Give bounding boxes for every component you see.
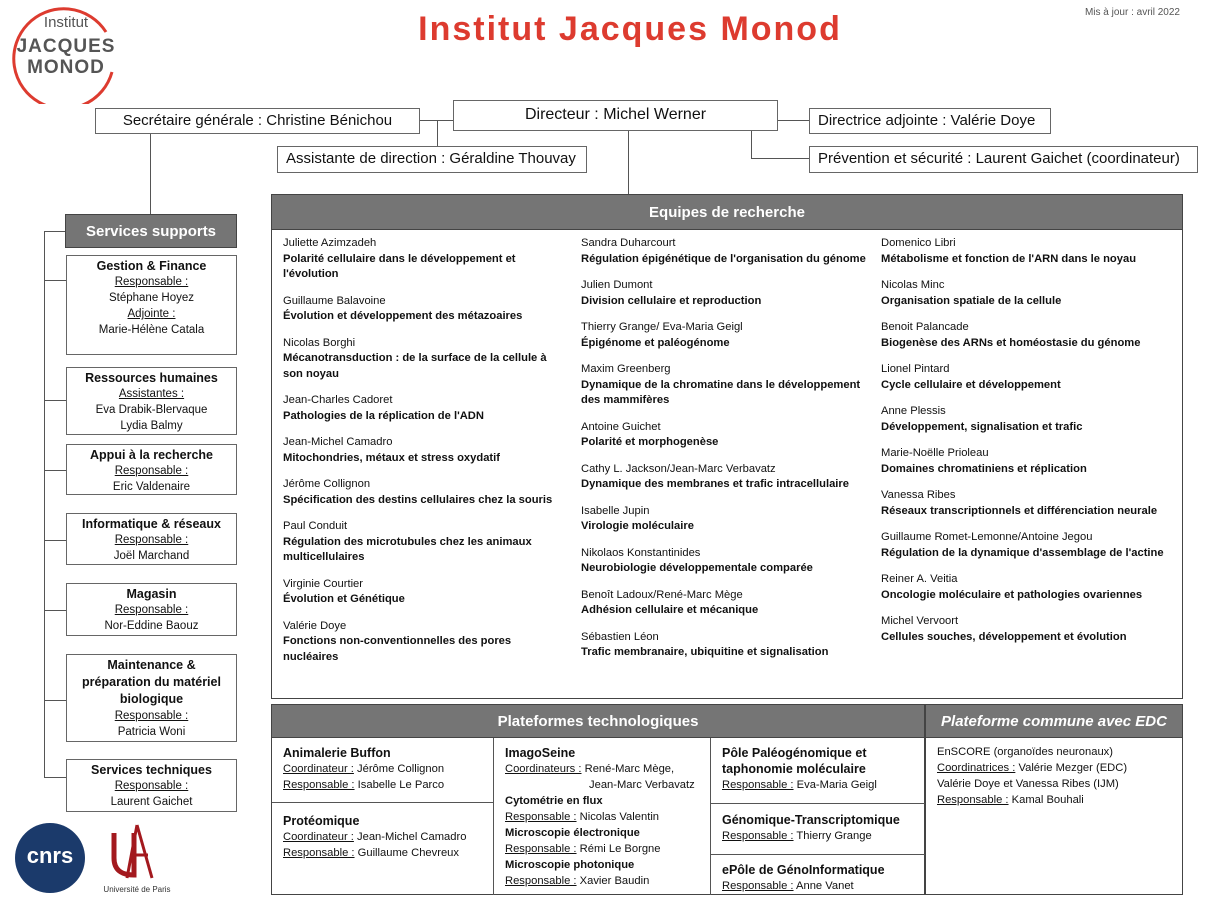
- service-name: Maintenance & préparation du matériel biologique: [82, 658, 221, 706]
- team-item: [581, 588, 866, 619]
- team-title: Spécification des destins cellulaires chez la souris: [283, 493, 553, 506]
- team-item: [283, 619, 561, 666]
- team-item: [881, 488, 1176, 519]
- plateforme-genomique: [722, 812, 922, 844]
- equipes-header: [271, 194, 1183, 230]
- service-person: Marie-Hélène Catala: [98, 324, 205, 336]
- directeur-box: [453, 100, 778, 131]
- sub-plateforme-name: Microscopie photonique: [505, 859, 635, 871]
- team-item: [881, 446, 1176, 477]
- team-title: Division cellulaire et reproduction: [581, 294, 762, 307]
- person: Jean-Michel Camadro: [353, 831, 467, 843]
- role-label: Responsable :: [722, 830, 794, 842]
- prevention-label: Prévention et sécurité : Laurent Gaichet (coordinateur): [818, 150, 1180, 167]
- service-person: Lydia Balmy: [120, 420, 183, 432]
- equipes-col3: [881, 236, 1176, 656]
- plateforme-name: Protéomique: [283, 814, 360, 828]
- service-name: Magasin: [126, 587, 177, 601]
- team-leader: Anne Plessis: [881, 405, 946, 417]
- team-item: [283, 519, 561, 566]
- services-header: [65, 214, 237, 248]
- service-name: Gestion & Finance: [96, 259, 207, 273]
- team-title: Oncologie moléculaire et pathologies ovariennes: [881, 588, 1143, 601]
- service-role: Responsable :: [114, 710, 189, 722]
- team-leader: Juliette Azimzadeh: [283, 237, 377, 249]
- team-title: Organisation spatiale de la cellule: [881, 294, 1062, 307]
- edc-header-label: Plateforme commune avec EDC: [941, 713, 1167, 730]
- plateforme-name: ImagoSeine: [505, 746, 576, 760]
- team-leader: Reiner A. Veitia: [881, 573, 958, 585]
- team-title: Évolution et développement des métazoaires: [283, 310, 523, 322]
- team-title: Réseaux transcriptionnels et différenciation neurale: [881, 504, 1158, 517]
- team-title: Neurobiologie développementale comparée: [581, 562, 813, 574]
- plateforme-proteomique: [283, 813, 491, 861]
- team-leader: Domenico Libri: [881, 237, 956, 249]
- team-leader: Thierry Grange/ Eva-Maria Geigl: [581, 321, 743, 333]
- team-item: [581, 236, 866, 267]
- cnrs-text: cnrs: [26, 843, 74, 868]
- team-item: [581, 546, 866, 577]
- team-item: [283, 236, 561, 283]
- team-leader: Jérôme Collignon: [283, 478, 371, 490]
- service-name: Appui à la recherche: [90, 448, 213, 462]
- team-item: [881, 572, 1176, 603]
- person: Thierry Grange: [793, 830, 872, 842]
- team-title: Régulation de la dynamique d'assemblage de l'actine: [881, 546, 1164, 559]
- team-item: [581, 504, 866, 535]
- service-person: Stéphane Hoyez: [108, 292, 195, 304]
- team-item: [881, 614, 1176, 645]
- team-leader: Benoît Ladoux/René-Marc Mège: [581, 588, 743, 601]
- team-title: Dynamique de la chromatine dans le développement des mammifères: [581, 378, 861, 406]
- team-leader: Guillaume Balavoine: [283, 294, 386, 307]
- plateforme-imagoseine: [505, 745, 708, 889]
- team-title: Adhésion cellulaire et mécanique: [581, 604, 759, 616]
- person: Anne Vanet: [793, 880, 854, 892]
- service-person: Nor-Eddine Baouz: [104, 620, 199, 632]
- team-title: Polarité cellulaire dans le développement et l'évolution: [283, 252, 516, 280]
- sub-plateforme-name: Microscopie électronique: [505, 827, 640, 839]
- team-title: Régulation des microtubules chez les animaux multicellulaires: [283, 535, 532, 563]
- person: Kamal Bouhali: [1008, 794, 1084, 806]
- plateforme-name: Pôle Paléogénomique et taphonomie moléculaire: [722, 746, 867, 776]
- equipes-col1: [283, 236, 561, 676]
- team-leader: Nicolas Minc: [881, 279, 945, 291]
- plateforme-name: EnSCORE (organoïdes neuronaux): [937, 746, 1113, 758]
- assistante-label: Assistante de direction : Géraldine Thouvay: [286, 150, 576, 167]
- role-label: Responsable :: [505, 843, 577, 855]
- plateforme-paleo: [722, 745, 922, 793]
- role-label: Responsable :: [722, 880, 794, 892]
- team-item: [283, 393, 561, 424]
- service-role: Adjointe :: [127, 308, 176, 320]
- adjointe-label: Directrice adjointe : Valérie Doye: [818, 112, 1036, 129]
- person: Jean-Marc Verbavatz: [589, 779, 695, 791]
- team-title: Polarité et morphogenèse: [581, 436, 719, 448]
- team-leader: Julien Dumont: [581, 279, 653, 291]
- service-person: Laurent Gaichet: [110, 796, 193, 808]
- team-title: Virologie moléculaire: [581, 520, 694, 532]
- edc-header: [925, 704, 1183, 738]
- service-gestion: [66, 255, 237, 355]
- service-role: Responsable :: [114, 465, 189, 477]
- team-title: Mitochondries, métaux et stress oxydatif: [283, 451, 500, 464]
- logo-line3: MONOD: [27, 57, 105, 78]
- equipes-header-label: Equipes de recherche: [649, 204, 805, 221]
- team-title: Régulation épigénétique de l'organisation du génome: [581, 252, 866, 265]
- service-techniques: [66, 759, 237, 812]
- plateformes-header-label: Plateformes technologiques: [497, 713, 699, 730]
- service-person: Eric Valdenaire: [112, 481, 191, 493]
- service-name: Informatique & réseaux: [82, 517, 221, 531]
- role-label: Responsable :: [283, 847, 355, 859]
- team-item: [581, 630, 866, 661]
- cnrs-logo: [15, 823, 85, 893]
- role-label: Coordinateur :: [283, 763, 354, 775]
- plateforme-enscore: [937, 744, 1177, 808]
- person: Eva-Maria Geigl: [793, 779, 877, 791]
- plateforme-name: Animalerie Buffon: [283, 746, 391, 760]
- team-item: [581, 320, 866, 351]
- team-leader: Nikolaos Konstantinides: [581, 546, 701, 559]
- service-name: Ressources humaines: [85, 371, 218, 385]
- team-leader: Michel Vervoort: [881, 615, 959, 627]
- person: Valérie Mezger (EDC): [1015, 762, 1128, 774]
- role-label: Responsable :: [505, 875, 577, 887]
- service-informatique: [66, 513, 237, 565]
- team-leader: Vanessa Ribes: [881, 489, 956, 501]
- service-name: Services techniques: [91, 763, 212, 777]
- person: Rémi Le Borgne: [576, 843, 661, 855]
- person: Jérôme Collignon: [353, 763, 445, 775]
- team-title: Cycle cellulaire et développement: [881, 378, 1061, 391]
- team-item: [881, 278, 1176, 309]
- role-label: Coordinatrices :: [937, 762, 1016, 774]
- team-leader: Virginie Courtier: [283, 577, 364, 590]
- secretaire-label: Secrétaire générale : Christine Bénichou: [122, 112, 393, 129]
- service-role: Responsable :: [114, 534, 189, 546]
- role-label: Coordinateur :: [283, 831, 354, 843]
- role-label: Responsable :: [937, 794, 1009, 806]
- team-title: Mécanotransduction : de la surface de la cellule à son noyau: [283, 352, 547, 380]
- team-leader: Nicolas Borghi: [283, 336, 356, 349]
- team-title: Évolution et Génétique: [283, 593, 405, 605]
- team-leader: Lionel Pintard: [881, 363, 950, 375]
- team-item: [881, 404, 1176, 435]
- secretaire-box: [95, 108, 420, 134]
- team-title: Fonctions non-conventionnelles des pores nucléaires: [283, 635, 512, 663]
- person: Valérie Doye et Vanessa Ribes (IJM): [937, 778, 1119, 790]
- logo-line1: Institut: [43, 14, 89, 31]
- team-item: [283, 336, 561, 383]
- service-rh: [66, 367, 237, 435]
- plateforme-animalerie: [283, 745, 488, 793]
- prevention-box: [809, 146, 1198, 173]
- equipes-col2: [581, 236, 866, 672]
- adjointe-box: [809, 108, 1051, 134]
- plateforme-name: Génomique-Transcriptomique: [722, 813, 900, 827]
- team-leader: Cathy L. Jackson/Jean-Marc Verbavatz: [581, 462, 776, 475]
- service-role: Assistantes :: [118, 388, 185, 400]
- team-item: [581, 278, 866, 309]
- team-title: Épigénome et paléogénome: [581, 336, 730, 349]
- services-header-label: Services supports: [85, 223, 217, 240]
- team-leader: Benoit Palancade: [881, 321, 969, 333]
- team-item: [283, 577, 561, 608]
- team-leader: Sandra Duharcourt: [581, 237, 676, 249]
- team-item: [283, 435, 561, 466]
- directeur-label: Directeur : Michel Werner: [524, 106, 707, 123]
- team-title: Dynamique des membranes et trafic intracellulaire: [581, 478, 849, 490]
- team-leader: Isabelle Jupin: [581, 504, 650, 517]
- team-item: [581, 362, 866, 409]
- team-leader: Sébastien Léon: [581, 630, 659, 643]
- team-item: [881, 320, 1176, 351]
- service-role: Responsable :: [114, 276, 189, 288]
- service-role: Responsable :: [114, 604, 189, 616]
- service-magasin: [66, 583, 237, 636]
- team-leader: Jean-Michel Camadro: [283, 436, 393, 448]
- team-title: Cellules souches, développement et évolution: [881, 630, 1127, 643]
- team-leader: Valérie Doye: [283, 619, 347, 632]
- plateforme-name: ePôle de GénoInformatique: [722, 863, 885, 877]
- service-person: Patricia Woni: [117, 726, 186, 738]
- update-date: Mis à jour : avril 2022: [1084, 7, 1180, 18]
- team-item: [881, 362, 1176, 393]
- team-title: Biogenèse des ARNs et homéostasie du génome: [881, 336, 1141, 349]
- team-leader: Antoine Guichet: [581, 420, 661, 433]
- team-title: Trafic membranaire, ubiquitine et signalisation: [581, 646, 829, 658]
- role-label: Responsable :: [505, 811, 577, 823]
- role-label: Responsable :: [722, 779, 794, 791]
- logo-line2: JACQUES: [16, 36, 116, 57]
- team-leader: Marie-Noëlle Prioleau: [881, 447, 989, 459]
- person: Isabelle Le Parco: [354, 779, 445, 791]
- team-leader: Jean-Charles Cadoret: [283, 394, 393, 406]
- service-person: Eva Drabik-Blervaque: [95, 404, 208, 416]
- team-item: [881, 530, 1176, 561]
- person: Nicolas Valentin: [576, 811, 660, 823]
- sub-plateforme-name: Cytométrie en flux: [505, 795, 603, 807]
- person: Guillaume Chevreux: [354, 847, 459, 859]
- universite-paris-text: Université de Paris: [103, 885, 171, 894]
- role-label: Responsable :: [283, 779, 355, 791]
- team-item: [283, 294, 561, 325]
- assistante-box: [277, 146, 587, 173]
- team-leader: Guillaume Romet-Lemonne/Antoine Jegou: [881, 531, 1093, 543]
- service-maintenance: [66, 654, 237, 742]
- team-leader: Maxim Greenberg: [581, 363, 671, 375]
- plateformes-header: [271, 704, 925, 738]
- person: Xavier Baudin: [576, 875, 650, 887]
- team-item: [283, 477, 561, 508]
- team-title: Métabolisme et fonction de l'ARN dans le noyau: [881, 252, 1137, 265]
- team-item: [581, 462, 866, 493]
- team-leader: Paul Conduit: [283, 520, 348, 532]
- service-appui: [66, 444, 237, 495]
- plateforme-epole: [722, 862, 922, 894]
- team-title: Domaines chromatiniens et réplication: [881, 462, 1087, 475]
- service-person: Joël Marchand: [113, 550, 190, 562]
- role-label: Coordinateurs :: [505, 763, 582, 775]
- page-title: Institut Jacques Monod: [418, 10, 842, 48]
- service-role: Responsable :: [114, 780, 189, 792]
- team-title: Développement, signalisation et trafic: [881, 420, 1083, 433]
- universite-paris-logo: [104, 823, 170, 898]
- person: René-Marc Mège,: [581, 763, 675, 775]
- team-item: [881, 236, 1176, 267]
- team-item: [581, 420, 866, 451]
- team-title: Pathologies de la réplication de l'ADN: [283, 409, 484, 422]
